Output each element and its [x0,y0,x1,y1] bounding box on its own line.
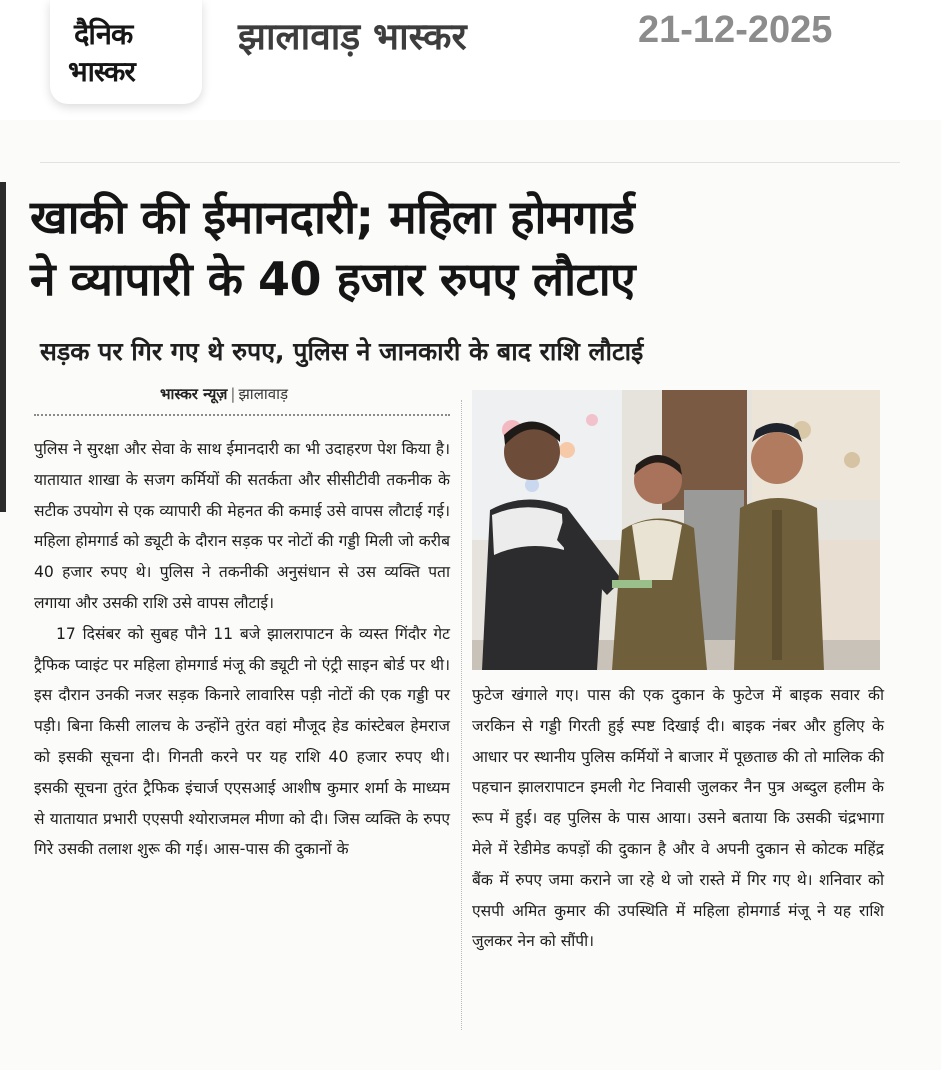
column-edge-bar [0,182,6,512]
edition-title: झालावाड़ भास्कर [238,15,467,58]
article-column-right [472,680,884,957]
byline [160,384,288,404]
masthead-bar [0,0,941,120]
column-divider [461,400,462,1030]
article-paragraph-3: फुटेज खंगाले गए। पास की एक दुकान के फुटेज में बाइक सवार की जरकिन से गड्डी गिरती हुई स्पष्ट दिखाई दी। बाइक नंबर और हुलिए के आधार पर स्थानीय पुलिस कर्मियों ने बाजार में पूछताछ की तो मालिक की पहचान झालरापाटन इमली गेट निवासी जुलकर नैन पुत्र अब्दुल हलीम के रूप में हुई। वह पुलिस के पास आया। उसने बताया कि उसकी चंद्रभागा मेले में रेडीमेड कपड़ों की दुकान है और वे अपनी दुकान से कोटक महिंद्र बैंक में रुपए जमा कराने जा रहे थे जो रास्ते में गिर गए थे। शनिवार को एसपी अमित कुमार की उपस्थिति में महिला होमगार्ड मंजू ने यह राशि जुलकर नेन को सौंपी। [472,686,885,951]
article-paragraph-2: 17 दिसंबर को सुबह पौने 11 बजे झालरापाटन के व्यस्त गिंदौर गेट ट्रैफिक प्वाइंट पर महिला होमगार्ड मंजू की ड्यूटी नो एंट्री साइन बोर्ड पर थी। इस दौरान उनकी नजर सड़क किनारे लावारिस पड़ी नोटों की एक गड्डी पर पड़ी। बिना किसी लालच के उन्होंने तुरंत वहां मौजूद हेड कांस्टेबल हेमराज को इसकी सूचना दी। गिनती करने पर यह राशि 40 हजार रुपए थी। इसकी सूचना तुरंत ट्रैफिक इंचार्ज एएसआई आशीष कुमार शर्मा के माध्यम से यातायात प्रभारी एएसपी श्योराजमल मीणा को दी। जिस व्यक्ति के रुपए गिरे उसकी तलाश शुरू की गई। आस-पास की दुकानों के [34,624,450,859]
article-headline [30,186,910,310]
article-paragraph-1: पुलिस ने सुरक्षा और सेवा के साथ ईमानदारी का भी उदाहरण पेश किया है। यातायात शाखा के सजग कर्मियों की सतर्कता और सीसीटीवी तकनीक के सटीक उपयोग से एक व्यापारी की मेहनत की कमाई उसे वापस लौटाई गई। महिला होमगार्ड को ड्यूटी के दौरान सड़क पर नोटों की गड्डी मिली जो करीब 40 हजार रुपए थे। पुलिस ने तकनीकी अनुसंधान से उस व्यक्ति पता लगाया और उसकी राशि उसे वापस लौटाई। [34,440,450,612]
headline-line-1: खाकी की ईमानदारी; महिला होमगार्ड [30,190,635,244]
dainik-bhaskar-logo[interactable] [50,0,202,104]
photo-illustration [472,390,880,670]
news-photo[interactable] [472,390,880,670]
headline-line-2: ने व्यापारी के 40 हजार रुपए लौटाए [30,252,636,306]
byline-separator: | [230,385,236,403]
logo-text-bottom: भास्कर [68,55,135,88]
article-column-left [34,434,450,865]
byline-dotted-rule [34,414,450,416]
divider-line [40,162,900,163]
byline-place: झालावाड़ [238,385,288,403]
logo-text-top: दैनिक [74,17,133,51]
article-subheadline: सड़क पर गिर गए थे रुपए, पुलिस ने जानकारी के बाद राशि लौटाई [40,337,644,366]
byline-source: भास्कर न्यूज़ [160,385,228,403]
edition-date: 21-12-2025 [638,9,833,51]
